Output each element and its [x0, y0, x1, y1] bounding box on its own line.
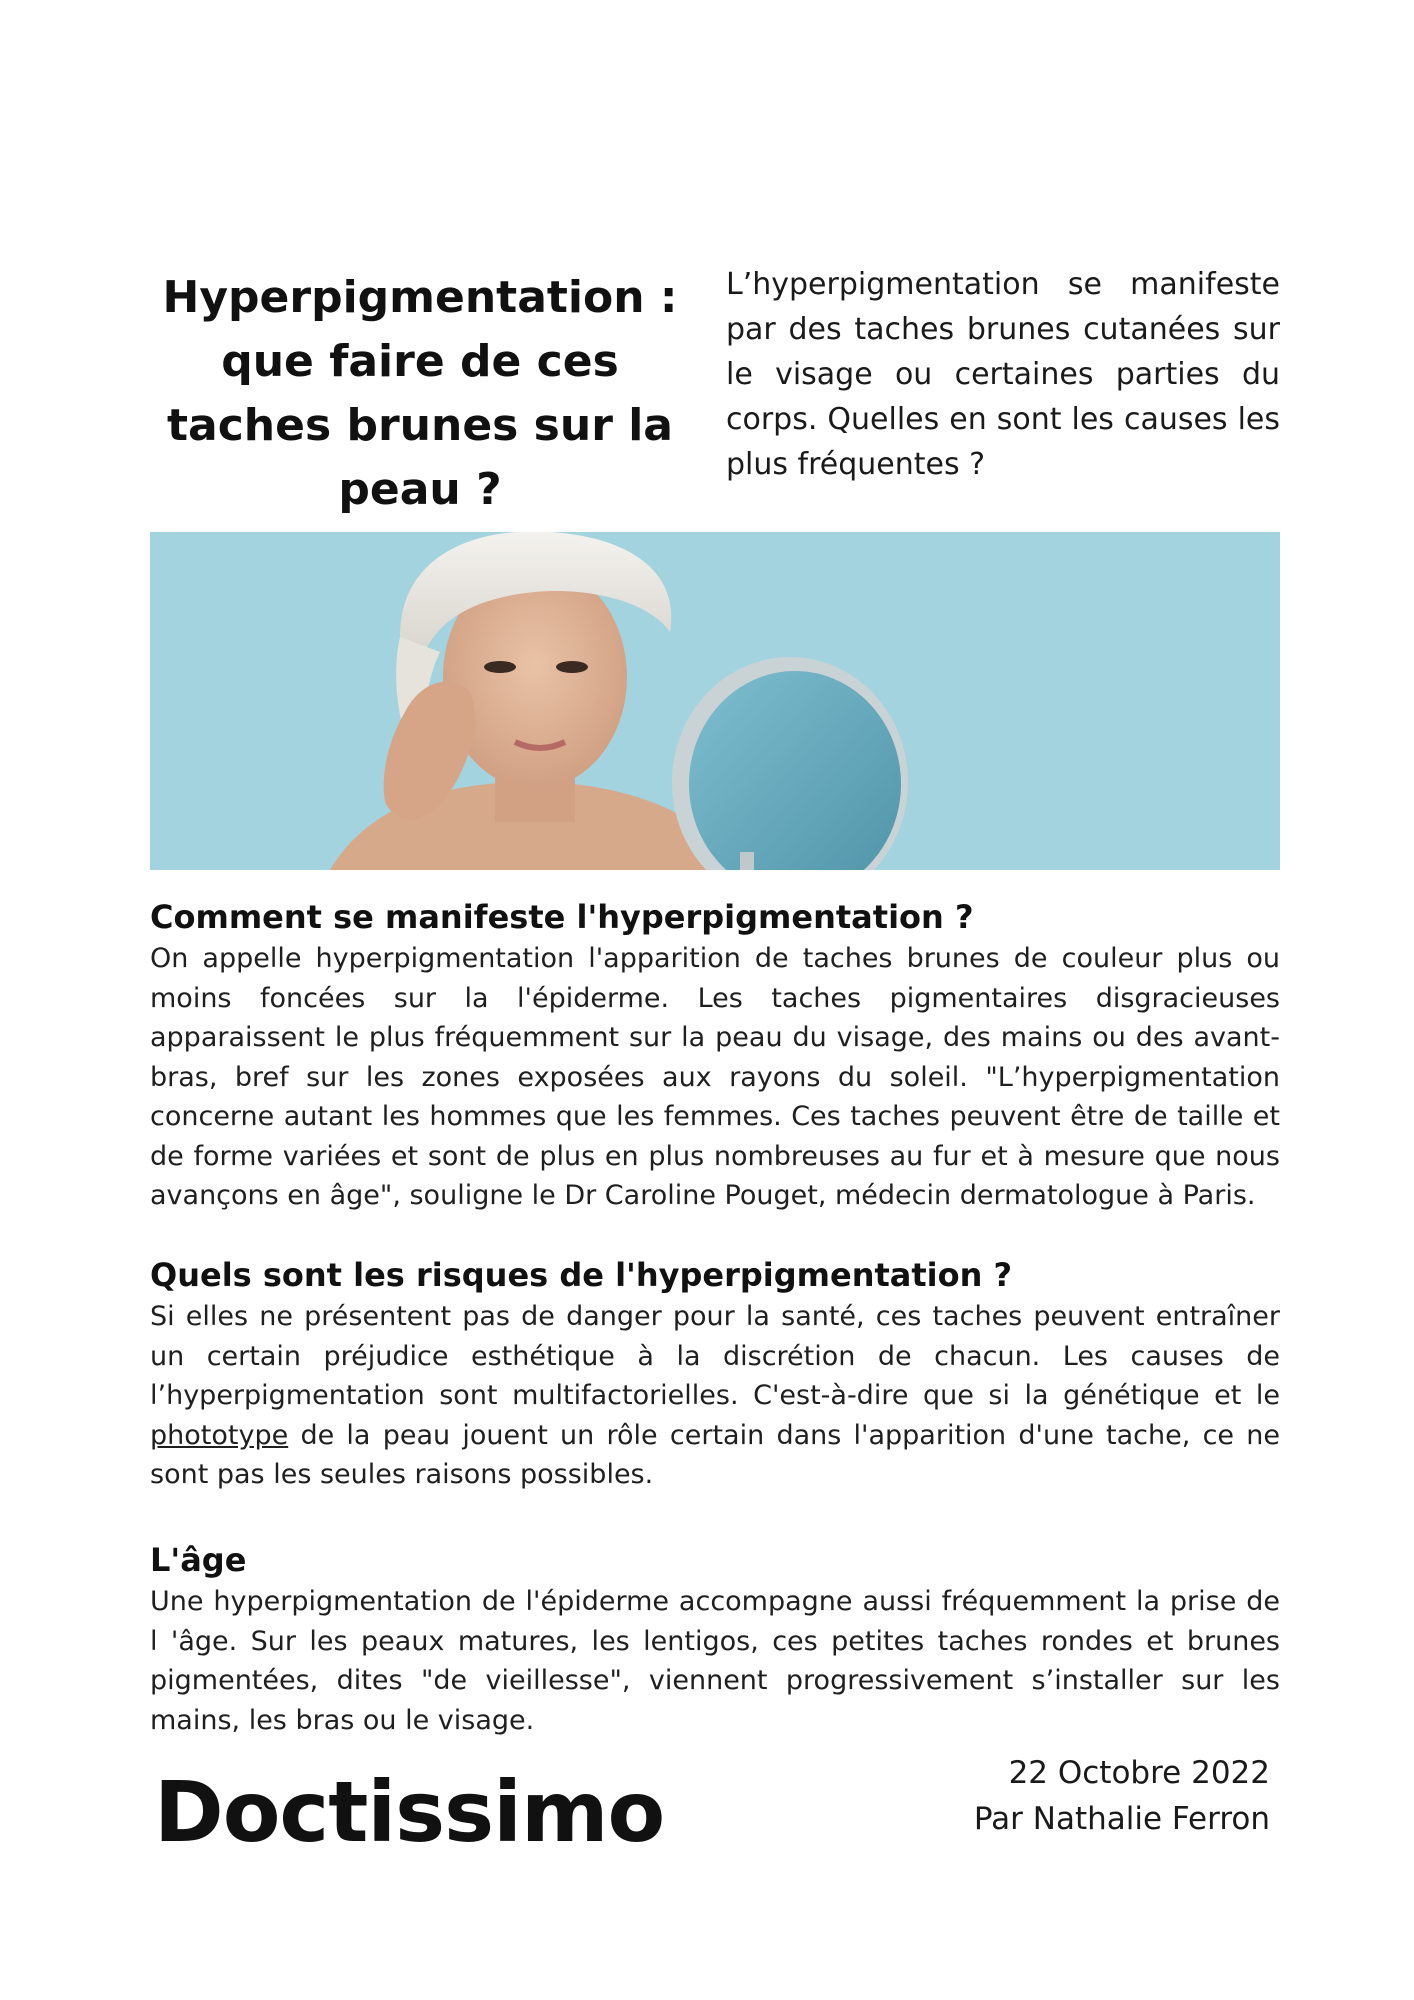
section-risks: [150, 1253, 1280, 1495]
section-body: Une hyperpigmentation de l'épiderme accompagne aussi fréquemment la prise de l 'âge. Sur les peaux matures, les lentigos, ces petites taches rondes et brunes pigmentées, dites "de vieillesse", viennent progressivement s’installer sur les mains, les bras ou le visage.: [150, 1586, 1280, 1736]
logo-text: Doctissimo: [154, 1763, 665, 1861]
article-header: [150, 262, 1280, 515]
section-manifestation: [150, 895, 1280, 1216]
publication-date: 22 Octobre 2022: [1008, 1755, 1270, 1791]
author-name: Par Nathalie Ferron: [973, 1801, 1270, 1837]
section-body: On appelle hyperpigmentation l'apparition de taches brunes de couleur plus ou moins foncées sur la l'épiderme. Les taches pigmentaires disgracieuses apparaissent le plus fréquemment sur la peau du visage, des mains ou des avant-bras, bref sur les zones exposées aux rayons du soleil. "L’hyperpigmentation concerne autant les hommes que les femmes. Ces taches peuvent être de taille et de forme variées et sont de plus en plus nombreuses au fur et à mesure que nous avançons en âge", souligne le Dr Caroline Pouget, médecin dermatologue à Paris.: [150, 943, 1280, 1211]
phototype-link[interactable]: phototype: [150, 1419, 289, 1451]
section-age: [150, 1538, 1280, 1740]
section-body-text: Si elles ne présentent pas de danger pour la santé, ces taches peuvent entraîner un certain préjudice esthétique à la discrétion de chacun. Les causes de l’hyperpigmentation sont multifactorielles. C'est-à-dire que si la génétique et le: [150, 1301, 1280, 1411]
section-heading: Quels sont les risques de l'hyperpigmentation ?: [150, 1256, 1013, 1294]
section-body-text: de la peau jouent un rôle certain dans l'apparition d'une tache, ce ne sont pas les seules raisons possibles.: [150, 1419, 1280, 1490]
section-body: [150, 1297, 1280, 1495]
doctissimo-logo: [154, 1762, 665, 1862]
section-heading: L'âge: [150, 1541, 247, 1579]
byline: [974, 1750, 1270, 1842]
section-heading: Comment se manifeste l'hyperpigmentation ?: [150, 898, 974, 936]
article-intro: L’hyperpigmentation se manifeste par des taches brunes cutanées sur le visage ou certaines parties du corps. Quelles en sont les causes les plus fréquentes ?: [726, 267, 1280, 482]
article-title: Hyperpigmentation : que faire de ces taches brunes sur la peau ?: [162, 272, 678, 515]
article-page: [150, 0, 1280, 2000]
woman-mirror-photo-icon: [150, 532, 1280, 870]
hero-image: [150, 532, 1280, 870]
